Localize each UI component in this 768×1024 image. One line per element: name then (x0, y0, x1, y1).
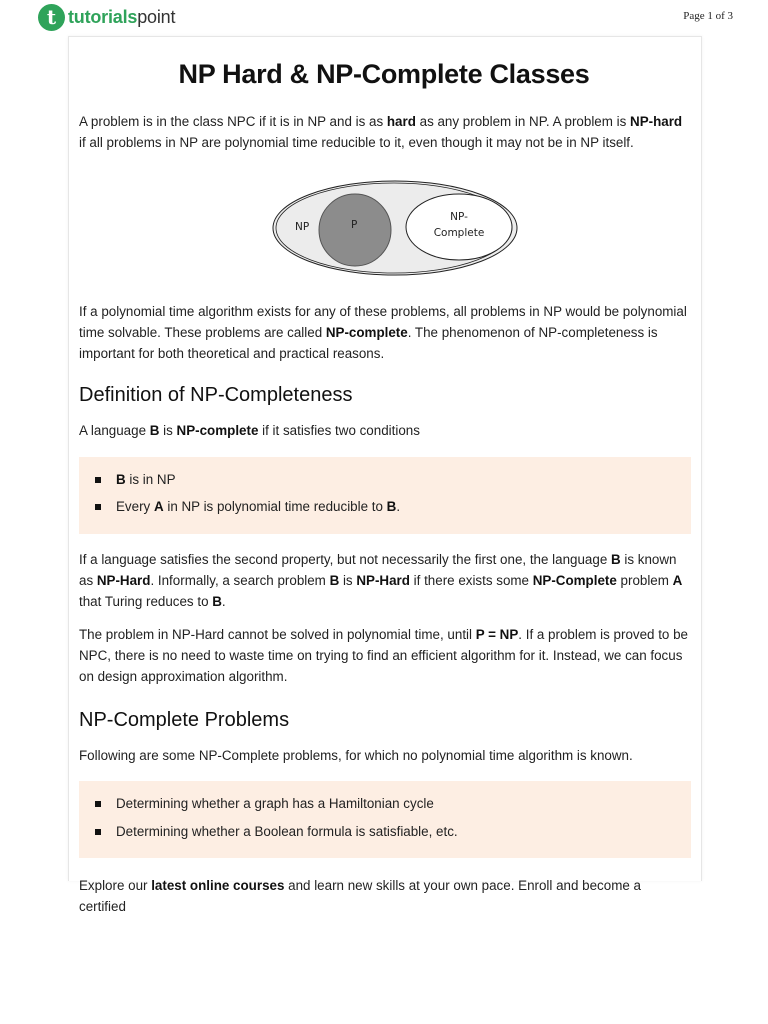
section-heading-problems: NP-Complete Problems (79, 709, 290, 731)
page-title: NP Hard & NP-Complete Classes (178, 59, 590, 89)
intro-paragraph: A problem is in the class NPC if it is in NP and is as hard as any problem in NP. A problem is NP-hard if all problems in NP are polynomial time reducible to it, even though it may not be in NP itself. (79, 114, 683, 150)
logo-wordmark: tutorialspoint (68, 6, 176, 27)
np-complete-paragraph: If a polynomial time algorithm exists for any of these problems, all problems in NP would be polynomial time solvable. These problems are called NP-complete. The phenomenon of NP-completeness is important for both theoretical and practical reasons. (79, 304, 687, 361)
np-classes-diagram (273, 177, 523, 279)
cutoff-line (79, 869, 689, 914)
list-item: B is in NP (95, 472, 176, 487)
courses-promo-text: Explore our latest online courses and learn new skills at your own pace. Enroll and become a certified (79, 878, 641, 914)
bullet-icon (95, 504, 101, 510)
problems-lead: Following are some NP-Complete problems, for which no polynomial time algorithm is known. (79, 748, 633, 763)
bullet-icon (95, 801, 101, 807)
p-label: P (351, 219, 358, 231)
section-heading-definition: Definition of NP-Completeness (79, 384, 353, 406)
npc-label-line1: NP- (450, 211, 468, 223)
npc-label-line2: Complete (433, 227, 485, 239)
conditions-box (79, 457, 691, 534)
bullet-icon (95, 477, 101, 483)
bullet-icon (95, 829, 101, 835)
page-header (0, 0, 768, 34)
definition-lead: A language B is NP-complete if it satisfies two conditions (79, 423, 420, 438)
p-np-paragraph: The problem in NP-Hard cannot be solved in polynomial time, until P = NP. If a problem is proved to be NPC, there is no need to waste time on trying to find an efficient algorithm for it. Instead, we can focus on design approximation algorithm. (79, 627, 688, 684)
list-item: Determining whether a Boolean formula is satisfiable, etc. (95, 824, 458, 839)
logo-icon: t (38, 4, 65, 31)
problems-box (79, 781, 691, 858)
np-hard-paragraph: If a language satisfies the second property, but not necessarily the first one, the language B is known as NP-Hard. Informally, a search problem B is NP-Hard if there exists some NP-Complete problem A that Turing reduces to B. (79, 552, 683, 609)
tutorialspoint-logo[interactable] (38, 3, 175, 31)
np-label: NP (295, 221, 310, 233)
document-page (68, 36, 702, 914)
list-item: Every A in NP is polynomial time reducible to B. (95, 499, 400, 514)
page-number: Page 1 of 3 (683, 10, 733, 22)
list-item: Determining whether a graph has a Hamiltonian cycle (95, 796, 434, 811)
